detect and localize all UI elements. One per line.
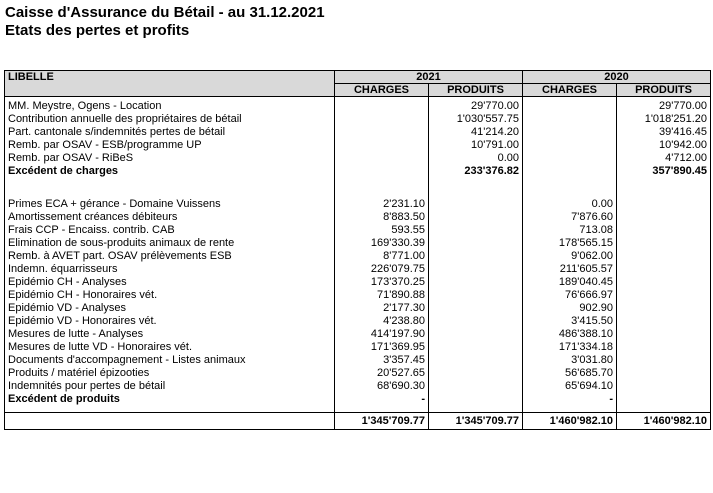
charges-2021-cell: 593.55 bbox=[335, 224, 429, 237]
excedent-produits-label: Excédent de produits bbox=[5, 393, 335, 406]
row-label: Frais CCP - Encaiss. contrib. CAB bbox=[5, 224, 335, 237]
charges-2021-cell: 2'231.10 bbox=[335, 198, 429, 211]
produits-2020-cell: 10'942.00 bbox=[617, 139, 711, 152]
header-row-columns bbox=[5, 84, 711, 97]
produits-2021-cell bbox=[429, 315, 523, 328]
produits-2020-cell bbox=[617, 198, 711, 211]
row-label: Elimination de sous-produits animaux de rente bbox=[5, 237, 335, 250]
produits-2020-cell bbox=[617, 367, 711, 380]
produits-2020-cell bbox=[617, 237, 711, 250]
produits-2021-cell bbox=[429, 198, 523, 211]
produits-2021-cell bbox=[429, 263, 523, 276]
table-row bbox=[5, 198, 711, 211]
charges-2021-cell: 3'357.45 bbox=[335, 354, 429, 367]
produits-2020-cell: 39'416.45 bbox=[617, 126, 711, 139]
charges-2021-cell: 71'890.88 bbox=[335, 289, 429, 302]
header-libelle-blank bbox=[5, 84, 335, 97]
produits-2021-cell: 1'030'557.75 bbox=[429, 113, 523, 126]
header-row-years bbox=[5, 71, 711, 84]
header-year-2021: 2021 bbox=[335, 71, 523, 84]
charges-2020-cell: 7'876.60 bbox=[523, 211, 617, 224]
blank-cell bbox=[617, 393, 711, 406]
produits-2021-cell bbox=[429, 341, 523, 354]
charges-2020-cell: 3'031.80 bbox=[523, 354, 617, 367]
row-label: Epidémio VD - Analyses bbox=[5, 302, 335, 315]
charges-2020-cell: 902.90 bbox=[523, 302, 617, 315]
produits-2021-cell bbox=[429, 289, 523, 302]
charges-2021-cell: 173'370.25 bbox=[335, 276, 429, 289]
row-label: Indemnités pour pertes de bétail bbox=[5, 380, 335, 393]
produits-2021-cell bbox=[429, 328, 523, 341]
row-label: MM. Meystre, Ogens - Location bbox=[5, 97, 335, 114]
row-label: Remb. par OSAV - RiBeS bbox=[5, 152, 335, 165]
produits-2021-cell: 10'791.00 bbox=[429, 139, 523, 152]
totals-label bbox=[5, 413, 335, 430]
table-row bbox=[5, 367, 711, 380]
charges-2021-cell: 414'197.90 bbox=[335, 328, 429, 341]
produits-2020-cell bbox=[617, 354, 711, 367]
blank-cell bbox=[429, 393, 523, 406]
excedent-charges-row bbox=[5, 165, 711, 178]
charges-2020-cell: 189'040.45 bbox=[523, 276, 617, 289]
produits-2021-cell bbox=[429, 211, 523, 224]
row-label: Remb. à AVET part. OSAV prélèvements ESB bbox=[5, 250, 335, 263]
row-label: Indemn. équarrisseurs bbox=[5, 263, 335, 276]
table-row bbox=[5, 152, 711, 165]
produits-2020-cell bbox=[617, 263, 711, 276]
table-row bbox=[5, 341, 711, 354]
blank-cell bbox=[335, 165, 429, 178]
table-row bbox=[5, 315, 711, 328]
excedent-produits-2020: - bbox=[523, 393, 617, 406]
blank-cell bbox=[523, 165, 617, 178]
charges-2020-cell bbox=[523, 152, 617, 165]
header-year-2020: 2020 bbox=[523, 71, 711, 84]
blank-cell bbox=[523, 178, 617, 198]
charges-2021-cell: 2'177.30 bbox=[335, 302, 429, 315]
charges-2020-cell: 56'685.70 bbox=[523, 367, 617, 380]
table-row bbox=[5, 380, 711, 393]
charges-2021-cell bbox=[335, 152, 429, 165]
header-charges-2021: CHARGES bbox=[335, 84, 429, 97]
produits-2020-cell bbox=[617, 328, 711, 341]
header-produits-2020: PRODUITS bbox=[617, 84, 711, 97]
blank-cell bbox=[617, 178, 711, 198]
charges-2021-cell: 4'238.80 bbox=[335, 315, 429, 328]
row-label: Produits / matériel épizooties bbox=[5, 367, 335, 380]
document-subtitle: Etats des pertes et profits bbox=[5, 22, 190, 39]
produits-2020-cell bbox=[617, 224, 711, 237]
produits-2020-cell bbox=[617, 276, 711, 289]
totals-row bbox=[5, 413, 711, 430]
total-produits-2020: 1'460'982.10 bbox=[617, 413, 711, 430]
excedent-charges-label: Excédent de charges bbox=[5, 165, 335, 178]
produits-2020-cell: 1'018'251.20 bbox=[617, 113, 711, 126]
charges-2020-cell: 211'605.57 bbox=[523, 263, 617, 276]
row-label: Epidémio CH - Analyses bbox=[5, 276, 335, 289]
charges-2020-cell: 3'415.50 bbox=[523, 315, 617, 328]
spacer-row bbox=[5, 178, 711, 198]
produits-2021-cell bbox=[429, 276, 523, 289]
charges-2020-cell bbox=[523, 97, 617, 114]
produits-2020-cell: 29'770.00 bbox=[617, 97, 711, 114]
table-row bbox=[5, 250, 711, 263]
row-label: Amortissement créances débiteurs bbox=[5, 211, 335, 224]
row-label: Documents d'accompagnement - Listes animaux bbox=[5, 354, 335, 367]
produits-2020-cell bbox=[617, 315, 711, 328]
produits-2020-cell bbox=[617, 302, 711, 315]
table-row bbox=[5, 97, 711, 114]
charges-2021-cell bbox=[335, 139, 429, 152]
produits-2020-cell bbox=[617, 341, 711, 354]
charges-2021-cell: 8'883.50 bbox=[335, 211, 429, 224]
excedent-produits-row bbox=[5, 393, 711, 406]
table-row bbox=[5, 289, 711, 302]
header-charges-2020: CHARGES bbox=[523, 84, 617, 97]
produits-2021-cell: 0.00 bbox=[429, 152, 523, 165]
produits-2020-cell: 4'712.00 bbox=[617, 152, 711, 165]
row-label: Mesures de lutte VD - Honoraires vét. bbox=[5, 341, 335, 354]
charges-2021-cell bbox=[335, 113, 429, 126]
produits-2021-cell bbox=[429, 380, 523, 393]
charges-2020-cell bbox=[523, 126, 617, 139]
produits-2020-cell bbox=[617, 380, 711, 393]
table-row bbox=[5, 139, 711, 152]
produits-2021-cell bbox=[429, 302, 523, 315]
blank-cell bbox=[429, 178, 523, 198]
charges-2020-cell: 9'062.00 bbox=[523, 250, 617, 263]
produits-2021-cell: 41'214.20 bbox=[429, 126, 523, 139]
table-row bbox=[5, 302, 711, 315]
table-row bbox=[5, 224, 711, 237]
table-row bbox=[5, 237, 711, 250]
header-produits-2021: PRODUITS bbox=[429, 84, 523, 97]
excedent-charges-2021: 233'376.82 bbox=[429, 165, 523, 178]
total-produits-2021: 1'345'709.77 bbox=[429, 413, 523, 430]
blank-cell bbox=[335, 178, 429, 198]
charges-2020-cell: 178'565.15 bbox=[523, 237, 617, 250]
charges-2020-cell: 713.08 bbox=[523, 224, 617, 237]
financial-table bbox=[4, 70, 711, 430]
excedent-charges-2020: 357'890.45 bbox=[617, 165, 711, 178]
produits-2020-cell bbox=[617, 211, 711, 224]
row-label: Epidémio CH - Honoraires vét. bbox=[5, 289, 335, 302]
table-row bbox=[5, 211, 711, 224]
document-title: Caisse d'Assurance du Bétail - au 31.12.2021 bbox=[5, 4, 325, 21]
row-label: Remb. par OSAV - ESB/programme UP bbox=[5, 139, 335, 152]
table-row bbox=[5, 276, 711, 289]
charges-2021-cell bbox=[335, 126, 429, 139]
charges-2021-cell: 20'527.65 bbox=[335, 367, 429, 380]
produits-2021-cell bbox=[429, 354, 523, 367]
row-label: Epidémio VD - Honoraires vét. bbox=[5, 315, 335, 328]
charges-2020-cell bbox=[523, 139, 617, 152]
charges-2020-cell: 0.00 bbox=[523, 198, 617, 211]
blank-cell bbox=[5, 178, 335, 198]
charges-2021-cell: 68'690.30 bbox=[335, 380, 429, 393]
charges-2021-cell: 226'079.75 bbox=[335, 263, 429, 276]
row-label: Mesures de lutte - Analyses bbox=[5, 328, 335, 341]
header-libelle: LIBELLE bbox=[5, 71, 335, 84]
charges-2020-cell: 171'334.18 bbox=[523, 341, 617, 354]
charges-2021-cell bbox=[335, 97, 429, 114]
total-charges-2020: 1'460'982.10 bbox=[523, 413, 617, 430]
produits-2020-cell bbox=[617, 250, 711, 263]
produits-2021-cell bbox=[429, 237, 523, 250]
charges-2020-cell bbox=[523, 113, 617, 126]
row-label: Contribution annuelle des propriétaires de bétail bbox=[5, 113, 335, 126]
table-row bbox=[5, 113, 711, 126]
charges-2021-cell: 171'369.95 bbox=[335, 341, 429, 354]
produits-2021-cell bbox=[429, 250, 523, 263]
produits-2020-cell bbox=[617, 289, 711, 302]
produits-2021-cell bbox=[429, 367, 523, 380]
produits-2021-cell: 29'770.00 bbox=[429, 97, 523, 114]
charges-2020-cell: 76'666.97 bbox=[523, 289, 617, 302]
table-row bbox=[5, 354, 711, 367]
charges-2021-cell: 8'771.00 bbox=[335, 250, 429, 263]
table-row bbox=[5, 328, 711, 341]
row-label: Part. cantonale s/indemnités pertes de bétail bbox=[5, 126, 335, 139]
row-label: Primes ECA + gérance - Domaine Vuissens bbox=[5, 198, 335, 211]
produits-2021-cell bbox=[429, 224, 523, 237]
charges-2021-cell: 169'330.39 bbox=[335, 237, 429, 250]
table-row bbox=[5, 263, 711, 276]
charges-2020-cell: 65'694.10 bbox=[523, 380, 617, 393]
total-charges-2021: 1'345'709.77 bbox=[335, 413, 429, 430]
table-row bbox=[5, 126, 711, 139]
charges-2020-cell: 486'388.10 bbox=[523, 328, 617, 341]
excedent-produits-2021: - bbox=[335, 393, 429, 406]
